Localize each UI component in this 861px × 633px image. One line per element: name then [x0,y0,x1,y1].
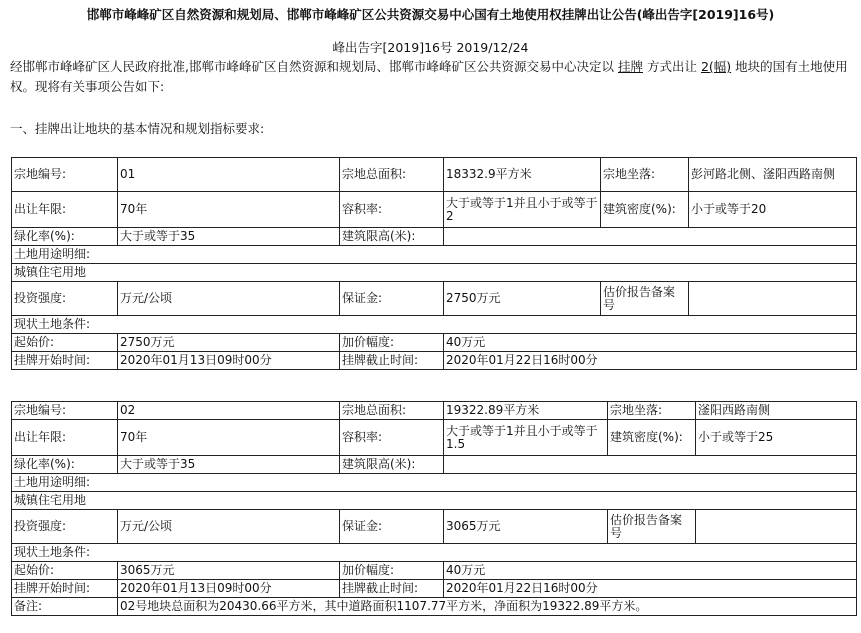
label-use: 土地用途明细: [12,246,857,264]
parcel-open: 2020年01月13日09时00分 [118,580,340,598]
label-term: 出让年限: [12,192,118,228]
parcel-use: 城镇住宅用地 [12,264,857,282]
label-condition: 现状土地条件: [12,544,857,562]
parcel-green: 大于或等于35 [118,456,340,474]
parcel-height [444,456,857,474]
intro-count: 2(幅) [700,59,732,74]
parcel-id: 02 [118,402,340,420]
label-height: 建筑限高(米): [340,228,444,246]
parcel-height [444,228,857,246]
label-close: 挂牌截止时间: [340,352,444,370]
label-area: 宗地总面积: [340,158,444,192]
parcel-far: 大于或等于1并且小于或等于1.5 [444,420,608,456]
parcel-deposit: 3065万元 [444,510,608,544]
label-density: 建筑密度(%): [608,420,696,456]
intro-text-3: 地块的国有土地使用权。现将有关事项公告如下: [10,59,848,94]
label-invest: 投资强度: [12,510,118,544]
announcement-title: 邯郸市峰峰矿区自然资源和规划局、邯郸市峰峰矿区公共资源交易中心国有土地使用权挂牌出让公告(峰出告字[2019]16号) [86,7,775,22]
parcel-area: 18332.9平方米 [444,158,601,192]
label-height: 建筑限高(米): [340,456,444,474]
parcel-far: 大于或等于1并且小于或等于2 [444,192,601,228]
parcel-invest: 万元/公顷 [118,282,340,316]
label-far: 容积率: [340,420,444,456]
parcel-id: 01 [118,158,340,192]
label-id: 宗地编号: [12,158,118,192]
parcel-use: 城镇住宅用地 [12,492,857,510]
parcel-deposit: 2750万元 [444,282,601,316]
intro-paragraph [10,57,850,97]
parcel-term: 70年 [118,420,340,456]
parcel-increment: 40万元 [444,334,857,352]
parcel-location: 彭河路北侧、滏阳西路南侧 [689,158,857,192]
parcel-location: 滏阳西路南侧 [696,402,857,420]
parcel-open: 2020年01月13日09时00分 [118,352,340,370]
parcel-start-price: 2750万元 [118,334,340,352]
label-location: 宗地坐落: [608,402,696,420]
label-close: 挂牌截止时间: [340,580,444,598]
parcel-green: 大于或等于35 [118,228,340,246]
label-deposit: 保证金: [340,282,444,316]
label-density: 建筑密度(%): [601,192,689,228]
parcel-area: 19322.89平方米 [444,402,608,420]
label-use: 土地用途明细: [12,474,857,492]
parcel-table-02 [11,401,857,616]
label-area: 宗地总面积: [340,402,444,420]
label-report: 估价报告备案号 [608,510,696,544]
label-increment: 加价幅度: [340,562,444,580]
intro-method: 挂牌 [617,59,643,74]
parcel-density: 小于或等于20 [689,192,857,228]
label-start-price: 起始价: [12,334,118,352]
label-open: 挂牌开始时间: [12,580,118,598]
parcel-term: 70年 [118,192,340,228]
parcel-invest: 万元/公顷 [118,510,340,544]
label-invest: 投资强度: [12,282,118,316]
parcel-note: 02号地块总面积为20430.66平方米，其中道路面积1107.77平方米，净面积为19322.89平方米。 [118,598,857,616]
label-deposit: 保证金: [340,510,444,544]
label-green: 绿化率(%): [12,456,118,474]
label-increment: 加价幅度: [340,334,444,352]
label-note: 备注: [12,598,118,616]
label-id: 宗地编号: [12,402,118,420]
parcel-report [689,282,857,316]
parcel-increment: 40万元 [444,562,857,580]
parcel-start-price: 3065万元 [118,562,340,580]
label-green: 绿化率(%): [12,228,118,246]
parcel-density: 小于或等于25 [696,420,857,456]
parcel-report [696,510,857,544]
label-open: 挂牌开始时间: [12,352,118,370]
parcel-table-01 [11,157,857,370]
intro-text-1: 经邯郸市峰峰矿区人民政府批准,邯郸市峰峰矿区自然资源和规划局、邯郸市峰峰矿区公共资源交易中心决定以 [10,59,614,74]
label-condition: 现状土地条件: [12,316,857,334]
intro-text-2: 方式出让 [646,59,697,74]
parcel-close: 2020年01月22日16时00分 [444,580,857,598]
label-start-price: 起始价: [12,562,118,580]
label-location: 宗地坐落: [601,158,689,192]
label-term: 出让年限: [12,420,118,456]
label-far: 容积率: [340,192,444,228]
section-heading: 一、挂牌出让地块的基本情况和规划指标要求: [10,121,265,136]
parcel-close: 2020年01月22日16时00分 [444,352,857,370]
announcement-subtitle: 峰出告字[2019]16号 2019/12/24 [332,40,529,55]
label-report: 估价报告备案号 [601,282,689,316]
